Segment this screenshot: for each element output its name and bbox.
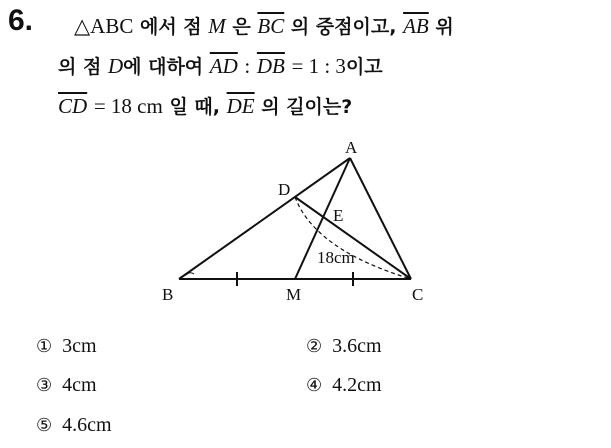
label-d: D [278,180,291,199]
segment-ab: $\overline{AB}$ [403,14,429,38]
choice-number: ① [36,336,53,357]
text: 일 때, [169,96,220,118]
triangle-figure [150,130,450,310]
segment-bc: $\overline{BC}$ [257,14,285,38]
triangle-abc: △ABC [74,14,134,38]
choice-number: ⑤ [36,415,53,436]
text: 에 대하여 [123,56,204,78]
choice-2[interactable] [306,335,382,358]
choice-1[interactable] [36,335,97,358]
question-line-1 [74,12,454,39]
text: 은 [232,16,251,38]
ratio: = 1 : 3 [291,54,346,78]
label-18cm: 18cm [317,248,355,267]
label-e: E [333,206,344,225]
choice-number: ④ [306,375,323,396]
segment-ad: $\overline{AD}$ [209,54,238,78]
question-line-3 [58,92,352,119]
choice-text: 4.6cm [62,414,112,436]
choice-text: 3cm [62,335,97,357]
choice-4[interactable] [306,374,382,397]
point-m: M [208,14,226,38]
text: 이고 [345,56,383,78]
text: 의 점 [58,56,102,78]
text: 위 [435,16,454,38]
colon: : [244,54,251,78]
choice-number: ② [306,336,323,357]
text: 에서 점 [139,16,202,38]
question-line-2 [58,52,383,79]
choice-text: 4cm [62,374,97,396]
choice-3[interactable] [36,374,97,397]
text: 의 길이는? [261,96,353,118]
label-b: B [162,285,174,304]
choice-number: ③ [36,375,53,396]
label-a: A [345,138,358,157]
choice-text: 4.2cm [332,374,382,396]
side-ac [350,158,411,279]
choice-text: 3.6cm [332,335,382,357]
point-d: D [107,54,124,78]
question-number: 6. [8,4,34,37]
cd-value: = 18 cm [93,94,163,118]
label-m: M [286,285,302,304]
choice-5[interactable] [36,414,112,437]
label-c: C [412,285,424,304]
segment-cd: $\overline{CD}$ [58,94,88,118]
text: 의 중점이고, [290,16,397,38]
segment-db: $\overline{DB}$ [256,54,285,78]
segment-de: $\overline{DE}$ [226,94,255,118]
